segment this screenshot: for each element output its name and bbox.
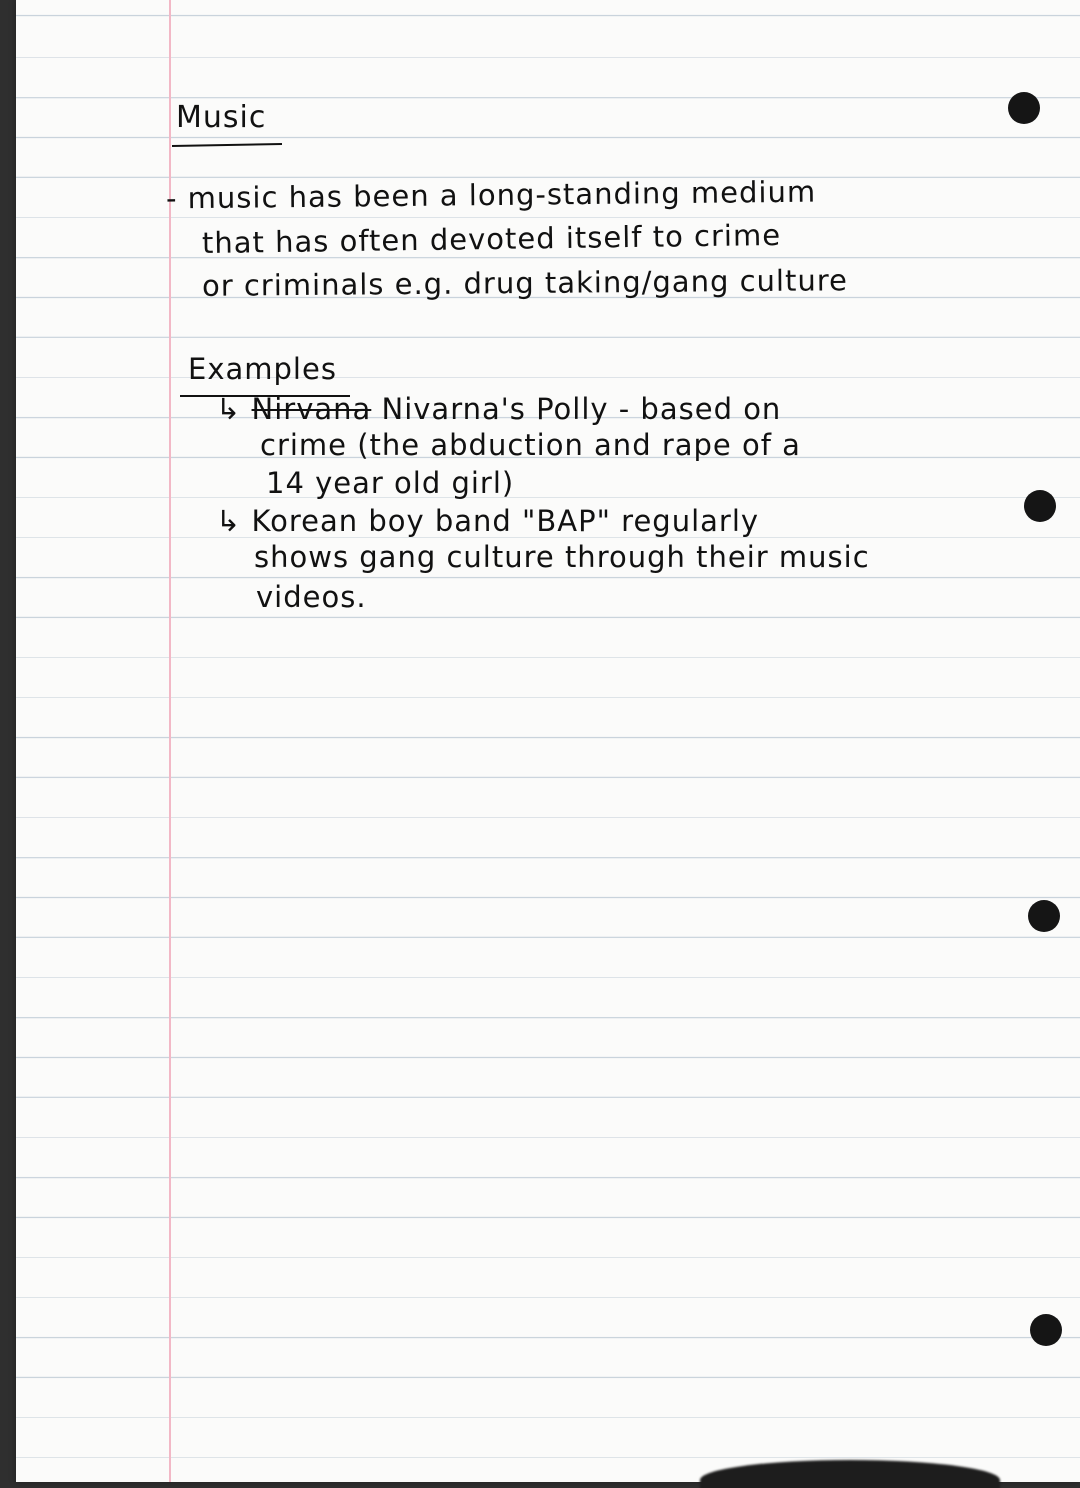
page-title: Music [176,100,267,135]
intro-line: or criminals e.g. drug taking/gang culture [201,263,849,303]
intro-line: - music has been a long-standing medium [165,174,817,216]
example-1-line: 14 year old girl) [266,466,515,500]
punch-hole [1008,92,1040,124]
examples-heading: Examples [188,352,337,386]
punch-hole [1028,900,1060,932]
arrow-icon: ↳ [216,392,242,426]
example-1-first-line [216,392,781,426]
example-2-first-line [216,504,759,538]
punch-hole [1024,490,1056,522]
example-text: Korean boy band "BAP" regularly [251,504,760,538]
punch-hole [1030,1314,1062,1346]
margin-line [169,0,171,1482]
intro-line: that has often devoted itself to crime [201,217,782,261]
example-2-line: shows gang culture through their music [254,540,870,574]
title-underline [172,143,282,147]
notebook-page [16,0,1080,1482]
example-2-line: videos. [256,580,367,614]
struck-word: Nirvana [251,392,372,426]
example-text: Nivarna's Polly - based on [381,392,782,426]
example-1-line: crime (the abduction and rape of a [260,428,801,462]
arrow-icon: ↳ [216,504,242,538]
